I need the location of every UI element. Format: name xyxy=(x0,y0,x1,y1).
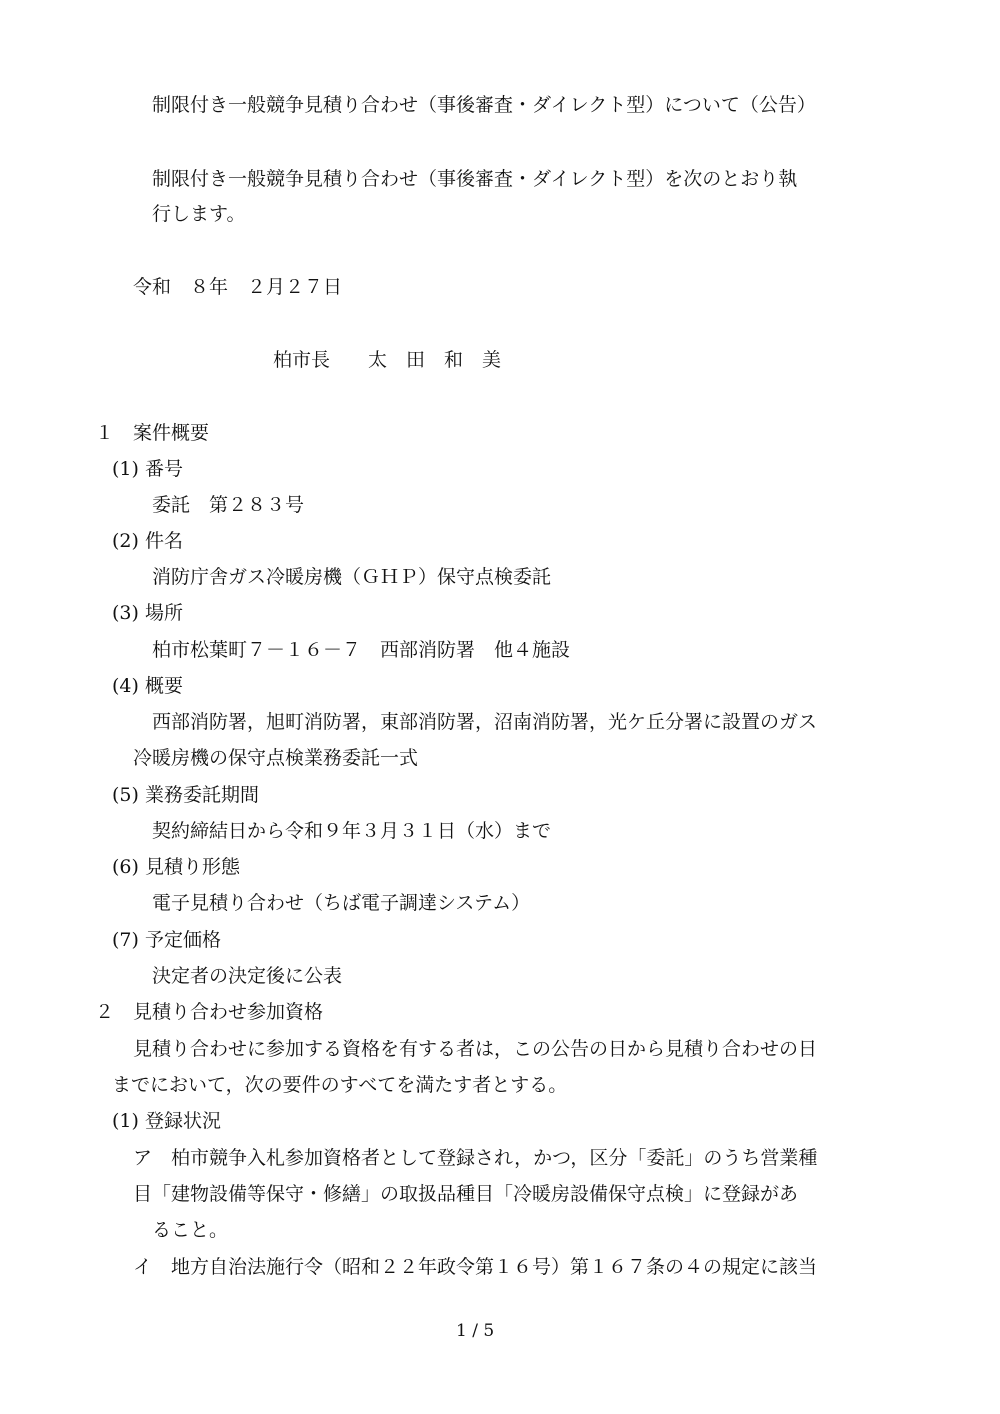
item-subject-value: 消防庁舎ガス冷暖房機（ＧＨＰ）保守点検委託 xyxy=(152,566,552,588)
item-period-label: (5) 業務委託期間 xyxy=(112,784,259,806)
item-period-value: 契約締結日から令和９年３月３１日（水）まで xyxy=(152,820,552,842)
requirement-a-line-2: 目「建物設備等保守・修繕」の取扱品種目「冷暖房設備保守点検」に登録があ xyxy=(133,1183,799,1205)
issuer-name: 柏市長 太 田 和 美 xyxy=(273,349,502,371)
item-price-label: (7) 予定価格 xyxy=(112,929,221,951)
item-price-value: 決定者の決定後に公表 xyxy=(152,965,343,987)
intro-line-2: 行します。 xyxy=(152,203,246,225)
item-summary-value-2: 冷暖房機の保守点検業務委託一式 xyxy=(133,747,419,769)
document-title: 制限付き一般競争見積り合わせ（事後審査・ダイレクト型）について（公告） xyxy=(152,94,816,116)
item-format-label: (6) 見積り形態 xyxy=(112,856,240,878)
page-number: 1 / 5 xyxy=(456,1321,495,1341)
notice-date: 令和 ８年 ２月２７日 xyxy=(133,276,343,298)
requirement-a-line-1: ア 柏市競争入札参加資格者として登録され，かつ，区分「委託」のうち営業種 xyxy=(133,1147,818,1169)
requirement-b-line-1: イ 地方自治法施行令（昭和２２年政令第１６号）第１６７条の４の規定に該当 xyxy=(133,1256,818,1278)
section-2-text-1: 見積り合わせに参加する資格を有する者は，この公告の日から見積り合わせの日 xyxy=(133,1038,818,1060)
intro-line-1: 制限付き一般競争見積り合わせ（事後審査・ダイレクト型）を次のとおり執 xyxy=(152,168,798,190)
item-location-value: 柏市松葉町７－１６－７ 西部消防署 他４施設 xyxy=(152,639,571,661)
item-summary-label: (4) 概要 xyxy=(112,675,183,697)
item-subject-label: (2) 件名 xyxy=(112,530,183,552)
section-2-text-2: までにおいて，次の要件のすべてを満たす者とする。 xyxy=(112,1074,568,1096)
item-summary-value-1: 西部消防署，旭町消防署，東部消防署，沼南消防署，光ケ丘分署に設置のガス xyxy=(152,711,818,733)
item-location-label: (3) 場所 xyxy=(112,602,183,624)
item-number-label: (1) 番号 xyxy=(112,458,183,480)
section-1-heading: １ 案件概要 xyxy=(95,422,210,444)
item-format-value: 電子見積り合わせ（ちば電子調達システム） xyxy=(152,892,531,914)
requirement-a-line-3: ること。 xyxy=(152,1219,229,1241)
registration-label: (1) 登録状況 xyxy=(112,1110,221,1132)
section-2-heading: ２ 見積り合わせ参加資格 xyxy=(95,1001,324,1023)
item-number-value: 委託 第２８３号 xyxy=(152,494,305,516)
